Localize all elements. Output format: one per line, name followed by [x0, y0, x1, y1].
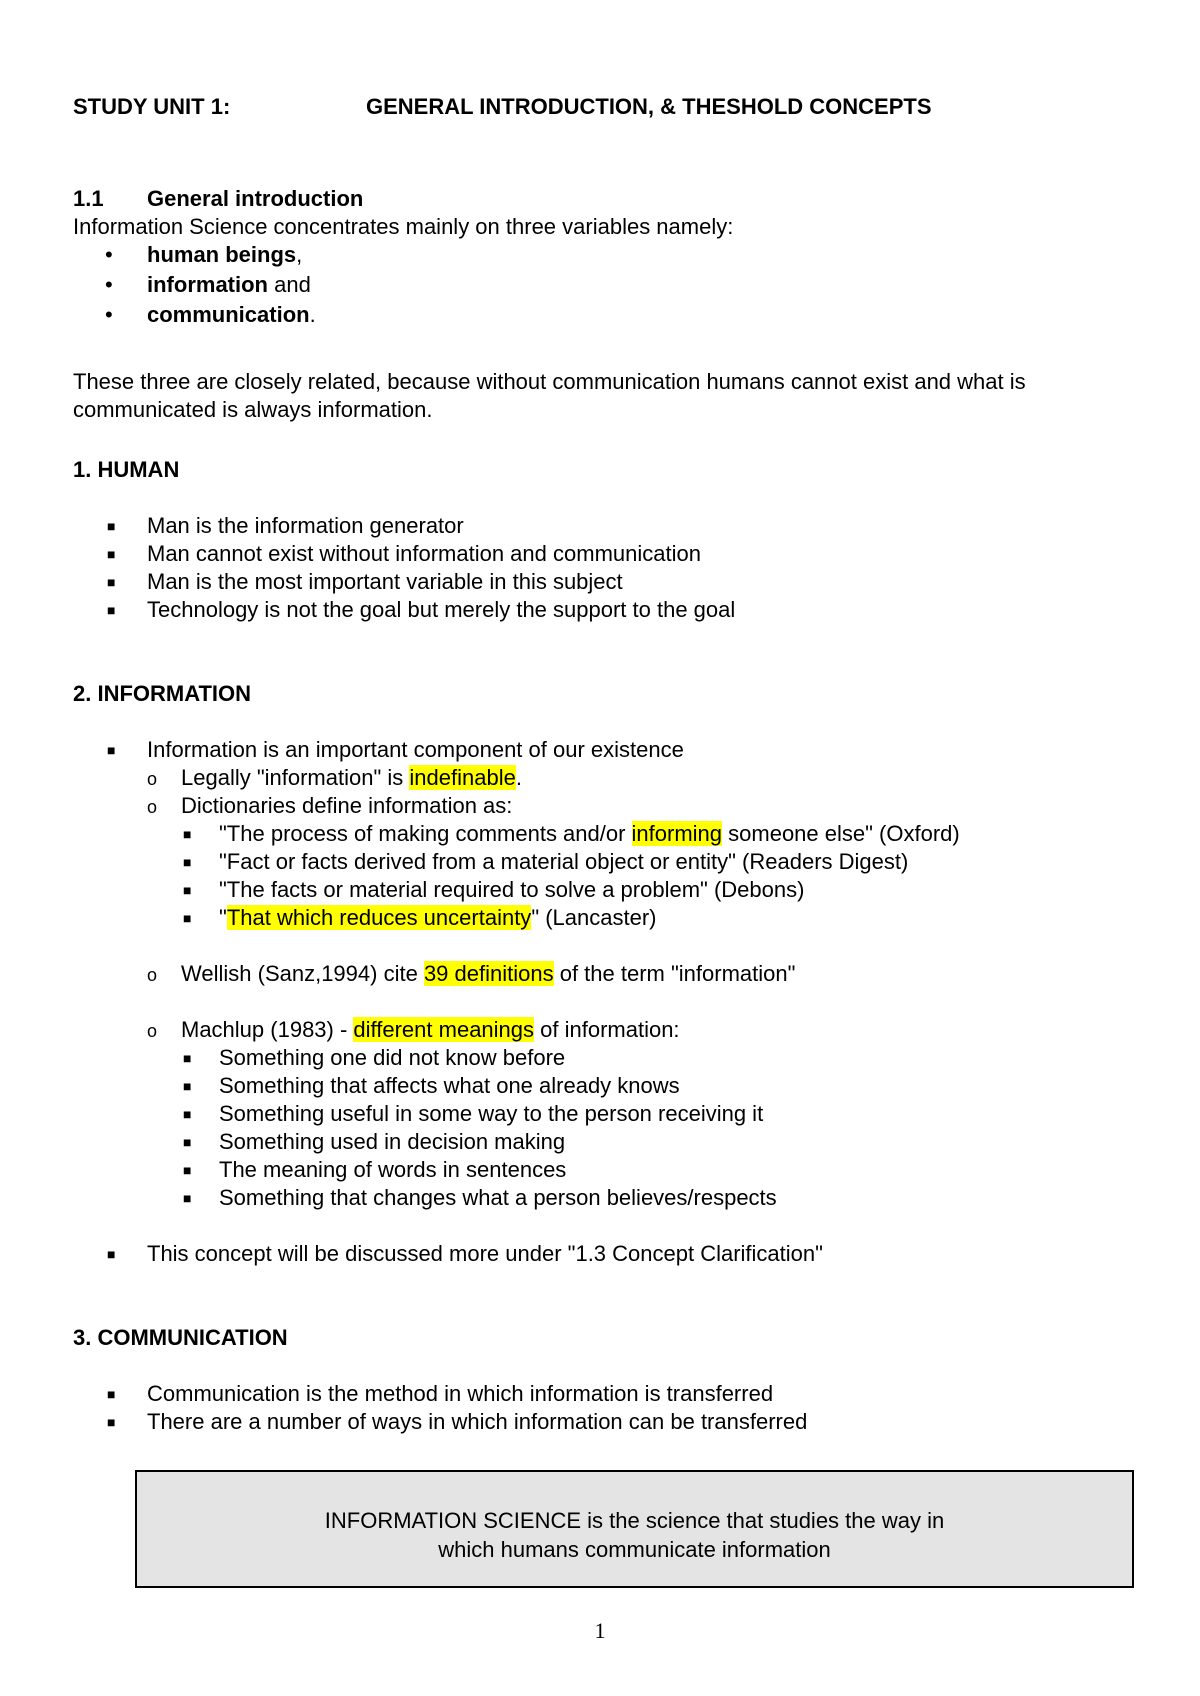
list-item	[107, 1240, 823, 1268]
list-item	[107, 568, 623, 596]
definition-line-2: which humans communicate information	[438, 1537, 831, 1562]
highlighted-text: informing	[631, 821, 723, 846]
list-item-text: Man is the information generator	[147, 513, 464, 538]
list-item	[107, 1408, 807, 1436]
communication-heading: 3. COMMUNICATION	[73, 1325, 288, 1350]
highlighted-text: indefinable	[409, 765, 516, 790]
text: Dictionaries define information as:	[181, 793, 513, 818]
variable-bullet	[105, 241, 302, 269]
list-item	[107, 540, 701, 568]
circle-bullet-icon: o	[147, 965, 158, 985]
bullet-bold-text: communication	[147, 302, 310, 327]
list-item-text: Man cannot exist without information and communication	[147, 541, 701, 566]
text: "The process of making comments and/or	[219, 821, 632, 846]
text: of the term "information"	[553, 961, 796, 986]
text: of information:	[534, 1017, 680, 1042]
circle-bullet-icon: o	[147, 1021, 158, 1041]
bullet-dot-icon: •	[105, 272, 113, 297]
square-bullet-icon: ■	[183, 1106, 192, 1122]
text: .	[515, 765, 522, 790]
highlighted-text: 39 definitions	[423, 961, 554, 986]
square-bullet-icon: ■	[107, 1246, 116, 1262]
square-bullet-icon: ■	[107, 742, 116, 758]
square-bullet-icon: ■	[107, 1414, 116, 1430]
meaning-item	[183, 1044, 565, 1072]
list-item	[107, 1380, 773, 1408]
square-bullet-icon: ■	[183, 1190, 192, 1206]
sub-list-item	[147, 792, 512, 821]
text: Legally "information" is	[181, 765, 410, 790]
square-bullet-icon: ■	[107, 574, 116, 590]
study-unit-heading: GENERAL INTRODUCTION, & THESHOLD CONCEPTS	[366, 94, 932, 119]
square-bullet-icon: ■	[107, 518, 116, 534]
square-bullet-icon: ■	[107, 602, 116, 618]
text: Something that affects what one already knows	[219, 1073, 680, 1098]
text: The meaning of words in sentences	[219, 1157, 567, 1182]
highlighted-text: different meanings	[353, 1017, 535, 1042]
text: Something useful in some way to the person receiving it	[219, 1101, 764, 1126]
sub-list-item	[147, 1016, 680, 1045]
list-item-text: This concept will be discussed more under "1.3 Concept Clarification"	[147, 1241, 823, 1266]
information-heading: 2. INFORMATION	[73, 681, 252, 706]
square-bullet-icon: ■	[183, 882, 192, 898]
list-item-text: Man is the most important variable in this subject	[147, 569, 623, 594]
text: "The facts or material required to solve a problem" (Debons)	[219, 877, 805, 902]
variable-bullet	[105, 301, 316, 329]
section-1-1-heading	[73, 185, 363, 213]
text: Wellish (Sanz,1994) cite	[181, 961, 424, 986]
circle-bullet-icon: o	[147, 797, 158, 817]
bullet-bold-text: human beings	[147, 242, 297, 267]
square-bullet-icon: ■	[183, 910, 192, 926]
definition-item	[183, 820, 960, 848]
definition-line-1: INFORMATION SCIENCE is the science that studies the way in	[324, 1508, 945, 1533]
square-bullet-icon: ■	[183, 854, 192, 870]
square-bullet-icon: ■	[183, 826, 192, 842]
bullet-dot-icon: •	[105, 302, 113, 327]
square-bullet-icon: ■	[107, 546, 116, 562]
sub-list-item	[147, 764, 522, 793]
text: Machlup (1983) -	[181, 1017, 354, 1042]
bullet-text: .	[309, 302, 316, 327]
section-title: General introduction	[147, 186, 364, 211]
page-number: 1	[594, 1618, 606, 1643]
text: someone else" (Oxford)	[722, 821, 960, 846]
bullet-bold-text: information	[147, 272, 268, 297]
meaning-item	[183, 1128, 565, 1156]
list-item-text: Technology is not the goal but merely the support to the goal	[147, 597, 736, 622]
study-unit-label: STUDY UNIT 1:	[73, 94, 231, 119]
study-unit-title	[73, 93, 932, 121]
definition-item	[183, 876, 804, 904]
list-item-text: Information is an important component of our existence	[147, 737, 684, 762]
circle-bullet-icon: o	[147, 769, 158, 789]
text: Something used in decision making	[219, 1129, 566, 1154]
list-item	[107, 596, 735, 624]
meaning-item	[183, 1072, 680, 1100]
intro-paragraph: These three are closely related, because without communication humans cannot exist and what is communicated is always information.	[73, 369, 1026, 422]
text: "	[219, 905, 227, 930]
square-bullet-icon: ■	[183, 1078, 192, 1094]
meaning-item	[183, 1156, 566, 1184]
square-bullet-icon: ■	[183, 1050, 192, 1066]
list-item	[107, 512, 464, 540]
highlighted-text: That which reduces uncertainty	[226, 905, 532, 930]
section-1-1-lead: Information Science concentrates mainly on three variables namely:	[73, 214, 734, 239]
square-bullet-icon: ■	[183, 1162, 192, 1178]
definition-box	[135, 1470, 1134, 1588]
meaning-item	[183, 1100, 763, 1128]
bullet-dot-icon: •	[105, 242, 113, 267]
sub-list-item	[147, 960, 795, 989]
list-item-text: There are a number of ways in which information can be transferred	[147, 1409, 808, 1434]
section-number: 1.1	[73, 186, 104, 211]
bullet-text: ,	[296, 242, 303, 267]
meaning-item	[183, 1184, 777, 1212]
definition-item	[183, 904, 657, 932]
square-bullet-icon: ■	[183, 1134, 192, 1150]
text: " (Lancaster)	[531, 905, 657, 930]
text: Something one did not know before	[219, 1045, 566, 1070]
bullet-text: and	[268, 272, 311, 297]
variable-bullet	[105, 271, 311, 299]
text: "Fact or facts derived from a material object or entity" (Readers Digest)	[219, 849, 909, 874]
list-item-text: Communication is the method in which information is transferred	[147, 1381, 774, 1406]
definition-item	[183, 848, 908, 876]
square-bullet-icon: ■	[107, 1386, 116, 1402]
text: Something that changes what a person believes/respects	[219, 1185, 777, 1210]
list-item	[107, 736, 684, 764]
human-heading: 1. HUMAN	[73, 457, 180, 482]
